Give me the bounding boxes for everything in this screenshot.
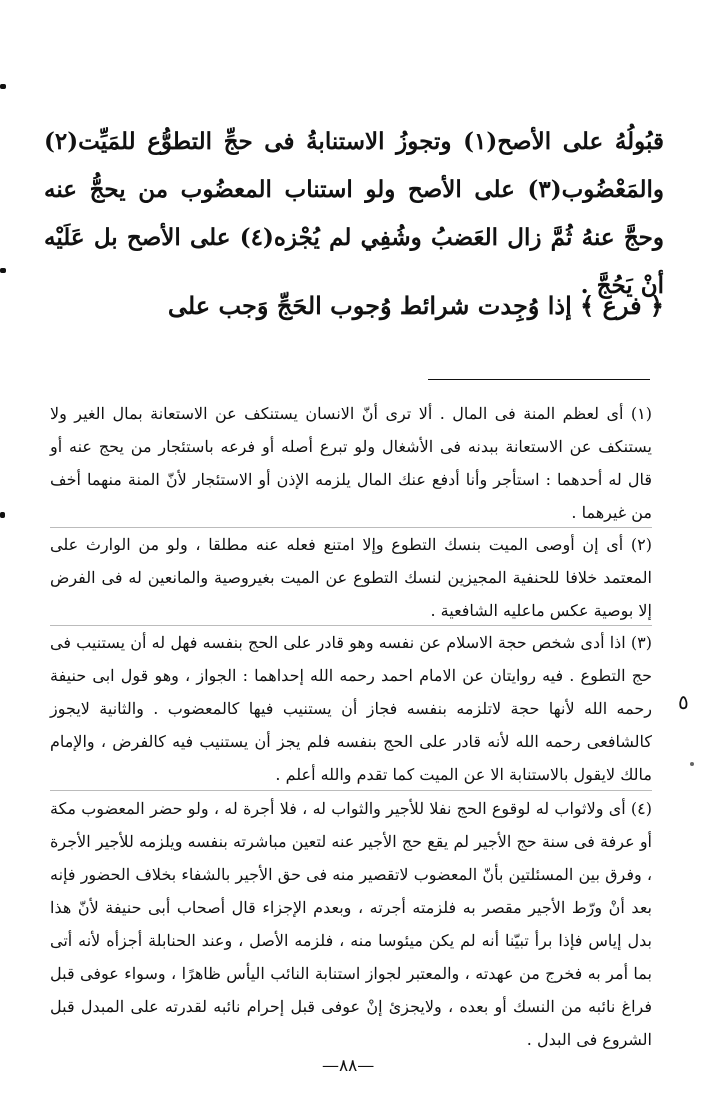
section-heading-text: إذا وُجِدت شرائط وُجوب الحَجِّ وَجب على	[167, 291, 572, 320]
margin-tick	[0, 84, 6, 89]
footnote-4	[50, 792, 652, 1056]
footnote-1	[50, 397, 652, 529]
footnote-1-text: (١) أى لعظم المنة فى المال . ألا ترى أنّ الانسان يستنكف عن الاستعانة بمال الغير ولا يستنكف عن الاستعانة ببدنه فى الأشغال ولو تبرع أصله أو فرعه باستئجار من يحج عنه أو قال له أحدهما : استأجر وأنا أدفع عنك المال يلزمه الإذن أو الاستئجار لأنّ المنة منهما أخف من غيرهما .	[50, 404, 652, 522]
footnote-2-text: (٢) أى إن أوصى الميت بنسك التطوع وإلا امتنع فعله عنه مطلقا ، ولو من الوارث على المعتمد خلافا للحنفية المجيزين لنسك التطوع عن الميت بغيروصية والمانعين له فى الفرض إلا بوصية عكس ماعليه الشافعية .	[50, 535, 652, 620]
margin-mark: ٥	[678, 690, 689, 714]
section-heading-label: ﴿ فرع ﴾	[580, 291, 664, 320]
footnote-2	[50, 528, 652, 627]
section-heading	[44, 282, 664, 330]
footnote-3	[50, 626, 652, 791]
footnote-4-text: (٤) أى ولاثواب له لوقوع الحج نفلا للأجير والثواب له ، فلا أجرة له ، ولو حضر المعضوب مكة أو عرفة فى سنة حج الأجير لم يقع حج الأجير عنه لتعين مباشرته بنفسه ويلزمه للأجير الأجرة ، وفرق بين المسئلتين بأنّ المعضوب لاتقصير منه فى حق الأجير بالشفاء بخلاف الحضور فإنه بعد أنْ ورّط الأجير مقصر به فلزمته أجرته ، وبعدم الإجزاء قال أصحاب أبى حنيفة لأنّ هذا بدل إياس فإذا برأ تبيّنا أنه لم يكن ميئوسا منه ، فلزمه الأصل ، وعند الحنابلة أجزأه لأنه أتى بما أمر به فخرج من عهدته ، والمعتبر لجواز استنابة النائب اليأس ظاهرًا ، وسواء عوفى قبل فراغ نائبه من النسك أو بعده ، ولايجزئ إنْ عوفى قبل إحرام نائبه لقدرته على المبدل قبل الشروع فى البدل .	[50, 799, 652, 1049]
footnote-rule	[428, 379, 650, 380]
margin-speck	[690, 762, 694, 766]
margin-tick	[0, 268, 6, 273]
footnote-3-text: (٣) اذا أدى شخص حجة الاسلام عن نفسه وهو قادر على الحج بنفسه فهل له أن يستنيب فى حج التطوع . فيه روايتان عن الامام احمد رحمه الله إحداهما : الجواز ، وهو قول ابى حنيفة رحمه الله لأنها حجة لاتلزمه بنفسه فجاز أن يستنيب فيها كالمعضوب . والثانية لايجوز كالشافعى رحمه الله لأنه قادر على الحج بنفسه فلم يجز أن يستنيب فيه كالفرض ، والإمام مالك لايقول بالاستنابة الا عن الميت كما تقدم والله أعلم .	[50, 633, 652, 784]
footnote-separator	[50, 790, 652, 791]
page-number: —٨٨—	[322, 1056, 375, 1076]
margin-tick	[0, 512, 5, 518]
main-paragraph: قبُولُهُ على الأصح(١) وتجوزُ الاستنابةُ فى حجِّ التطوُّع للمَيِّت(٢) والمَعْضُوب(٣) على الأصح ولو استناب المعضُوب من يحجُّ عنه وحجَّ عنهُ ثُمَّ زال العَضبُ وشُفِي لم يُجْزه(٤) على الأصح بل عَلَيْه أنْ يَحُجَّ .	[44, 128, 665, 299]
